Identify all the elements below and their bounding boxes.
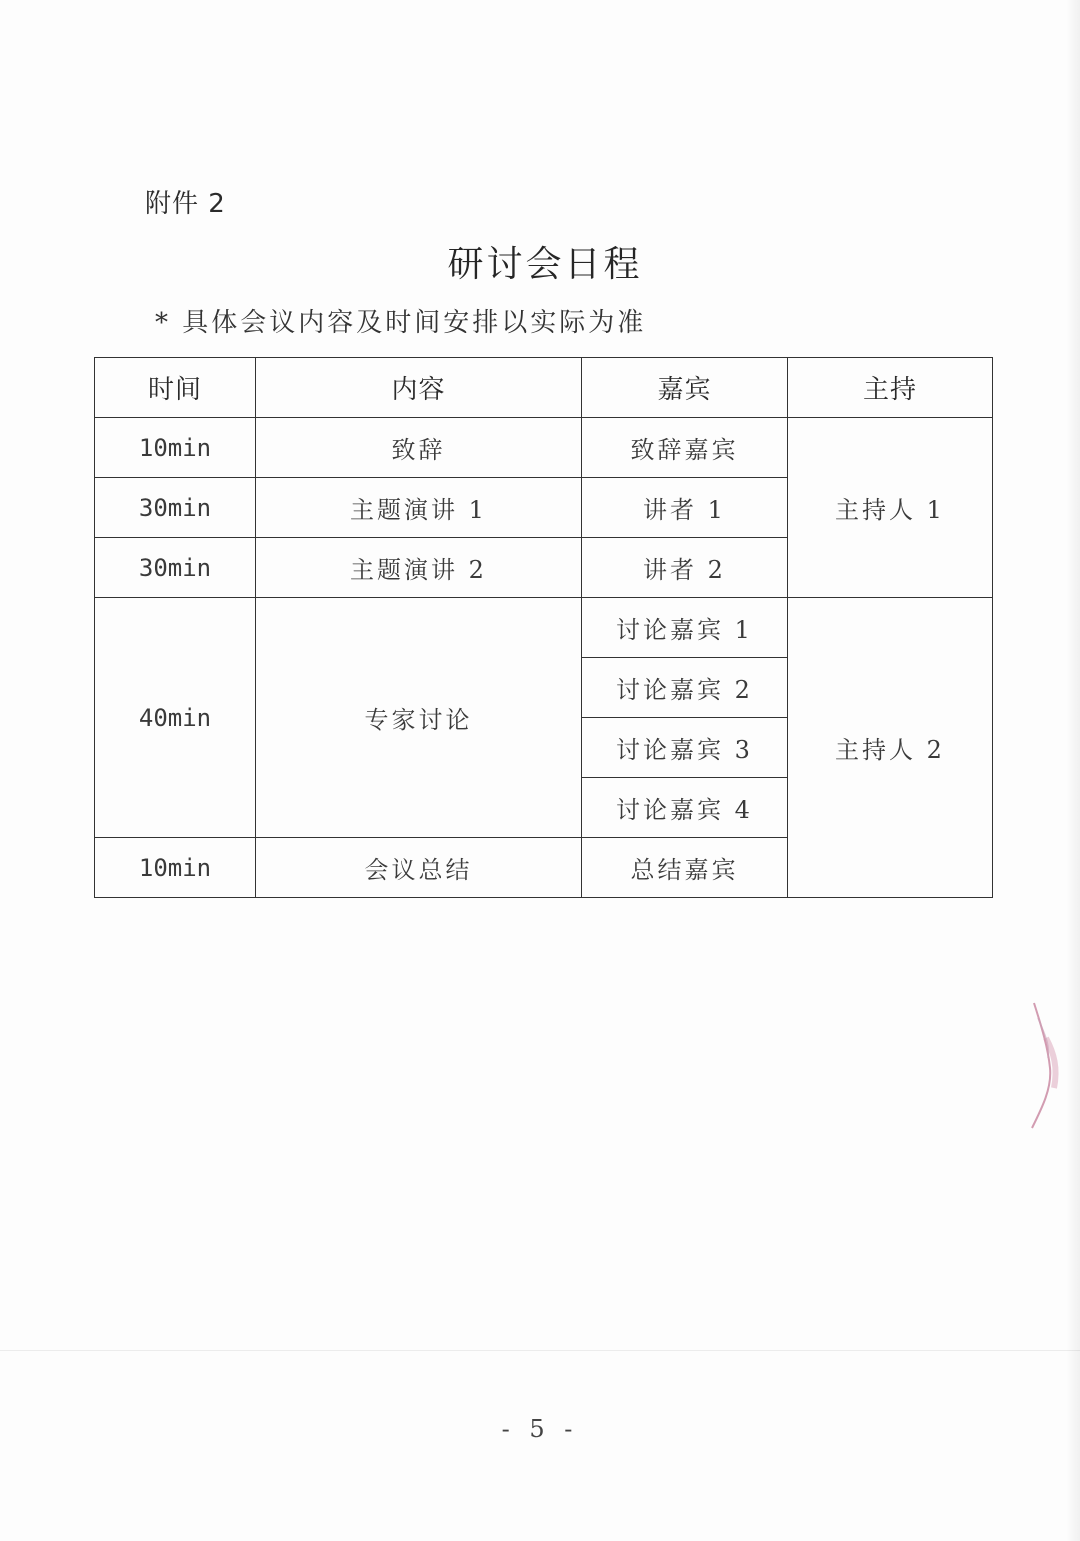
- footer-divider: [0, 1350, 1080, 1351]
- time-cell: 30min: [95, 538, 256, 598]
- schedule-table: [94, 357, 993, 898]
- host-cell: 主持人 2: [788, 598, 993, 898]
- content-cell: 会议总结: [256, 838, 582, 898]
- time-cell: 10min: [95, 418, 256, 478]
- table-row: [95, 598, 993, 658]
- time-cell: 40min: [95, 598, 256, 838]
- guest-cell: 讲者 1: [582, 478, 788, 538]
- guest-cell: 讨论嘉宾 2: [582, 658, 788, 718]
- page-title: 研讨会日程: [447, 244, 643, 285]
- column-header-host: 主持: [788, 358, 993, 418]
- guest-cell: 总结嘉宾: [582, 838, 788, 898]
- column-header-content: 内容: [256, 358, 582, 418]
- time-cell: 30min: [95, 478, 256, 538]
- guest-cell: 讨论嘉宾 1: [582, 598, 788, 658]
- table-header-row: [95, 358, 993, 418]
- page-number: - 5 -: [501, 1415, 579, 1443]
- time-cell: 10min: [95, 838, 256, 898]
- column-header-time: 时间: [95, 358, 256, 418]
- content-cell: 主题演讲 1: [256, 478, 582, 538]
- column-header-guests: 嘉宾: [582, 358, 788, 418]
- content-cell: 专家讨论: [256, 598, 582, 838]
- content-cell: 致辞: [256, 418, 582, 478]
- table-row: [95, 418, 993, 478]
- content-cell: 主题演讲 2: [256, 538, 582, 598]
- seal-stamp-edge: [1028, 998, 1064, 1133]
- guest-cell: 讨论嘉宾 3: [582, 718, 788, 778]
- attachment-label: 附件 2: [145, 189, 226, 219]
- host-cell: 主持人 1: [788, 418, 993, 598]
- page-edge-shadow: [1066, 0, 1080, 1541]
- guest-cell: 讨论嘉宾 4: [582, 778, 788, 838]
- guest-cell: 致辞嘉宾: [582, 418, 788, 478]
- guest-cell: 讲者 2: [582, 538, 788, 598]
- schedule-note: * 具体会议内容及时间安排以实际为准: [155, 308, 647, 338]
